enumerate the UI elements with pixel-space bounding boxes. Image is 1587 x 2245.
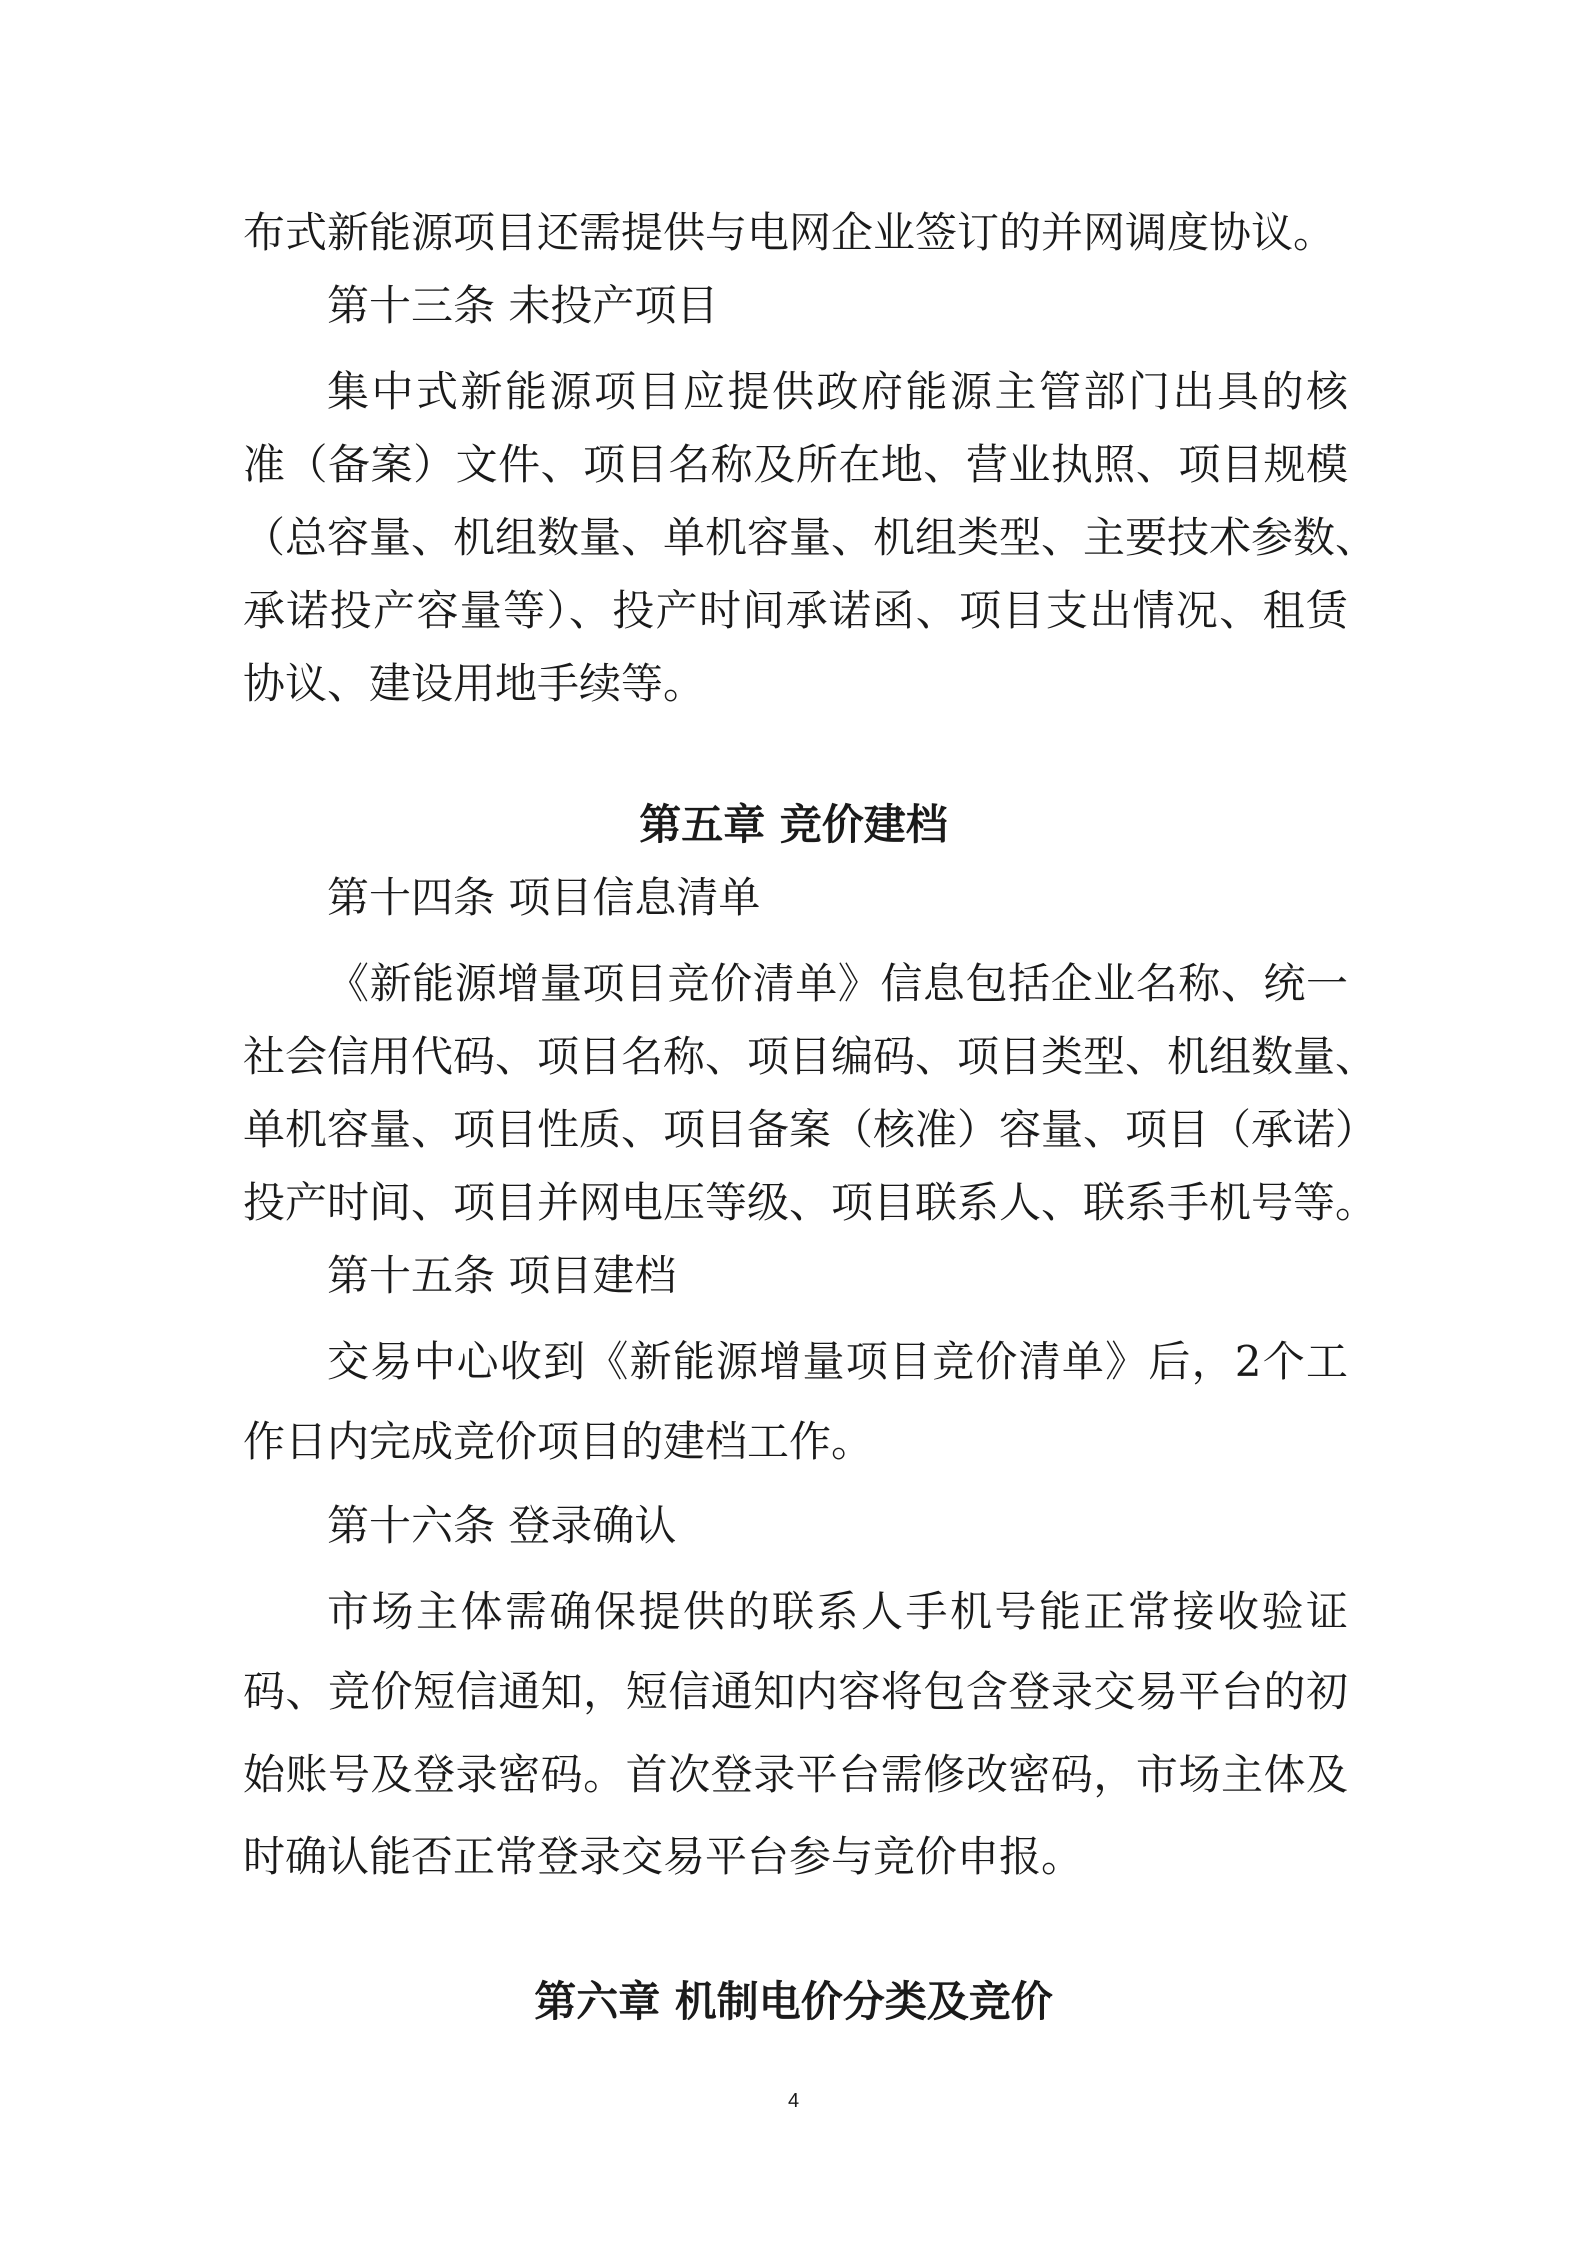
paragraph-line: 交易中心收到《新能源增量项目竞价清单》后，2个工	[327, 1337, 1348, 1386]
paragraph-line: 准（备案）文件、项目名称及所在地、营业执照、项目规模	[243, 440, 1348, 489]
paragraph-line: （总容量、机组数量、单机容量、机组类型、主要技术参数、	[243, 513, 1378, 562]
chapter-heading: 第六章 机制电价分类及竞价	[534, 1977, 1053, 2026]
article-heading: 第十六条 登录确认	[327, 1501, 677, 1550]
paragraph-line: 始账号及登录密码。首次登录平台需修改密码，市场主体及	[243, 1750, 1348, 1799]
article-heading: 第十三条 未投产项目	[327, 281, 719, 330]
paragraph-line: 码、竞价短信通知，短信通知内容将包含登录交易平台的初	[243, 1667, 1348, 1716]
paragraph-line: 布式新能源项目还需提供与电网企业签订的并网调度协议。	[243, 208, 1336, 257]
paragraph-line: 协议、建设用地手续等。	[243, 659, 706, 708]
paragraph-line: 时确认能否正常登录交易平台参与竞价申报。	[243, 1832, 1084, 1881]
chapter-heading: 第五章 竞价建档	[639, 800, 948, 849]
paragraph-line: 承诺投产容量等）、投产时间承诺函、项目支出情况、租赁	[243, 586, 1348, 635]
paragraph-line: 单机容量、项目性质、项目备案（核准）容量、项目（承诺）	[243, 1105, 1378, 1154]
paragraph-line: 市场主体需确保提供的联系人手机号能正常接收验证	[327, 1587, 1348, 1636]
paragraph-line: 社会信用代码、项目名称、项目编码、项目类型、机组数量、	[243, 1032, 1378, 1081]
paragraph-line: 作日内完成竞价项目的建档工作。	[243, 1417, 874, 1466]
paragraph-line: 集中式新能源项目应提供政府能源主管部门出具的核	[327, 367, 1348, 416]
paragraph-line: 投产时间、项目并网电压等级、项目联系人、联系手机号等。	[243, 1178, 1378, 1227]
article-heading: 第十四条 项目信息清单	[327, 873, 761, 922]
page-number: 4	[787, 2090, 800, 2112]
article-heading: 第十五条 项目建档	[327, 1251, 677, 1300]
paragraph-line: 《新能源增量项目竞价清单》信息包括企业名称、统一	[327, 959, 1348, 1008]
